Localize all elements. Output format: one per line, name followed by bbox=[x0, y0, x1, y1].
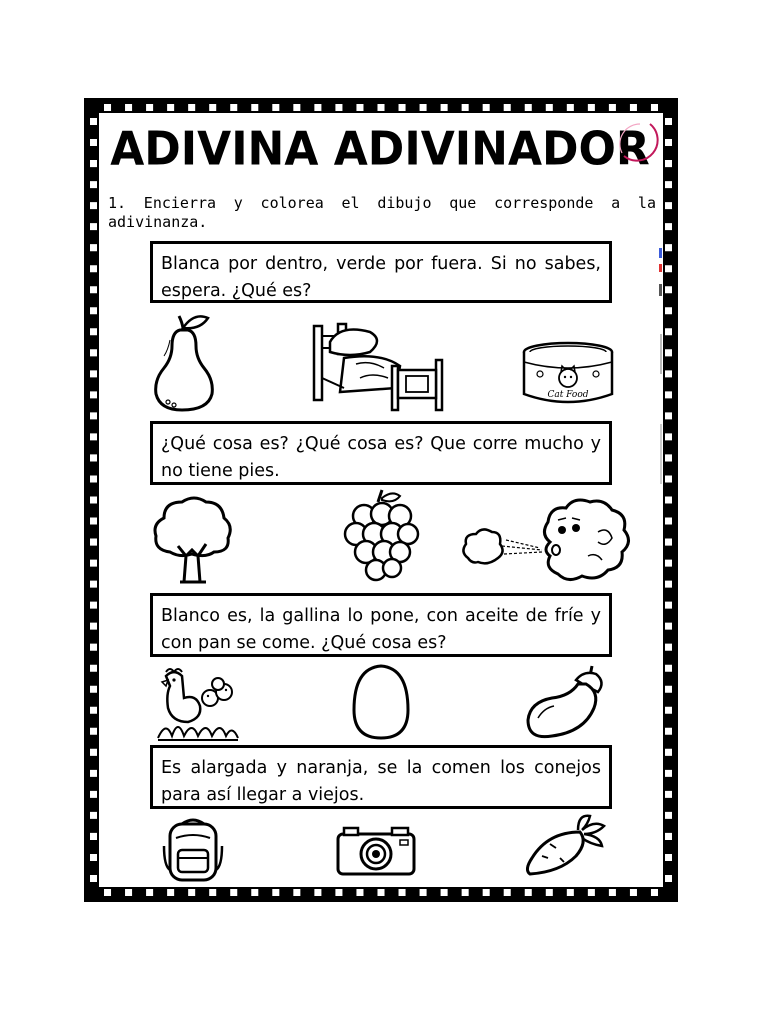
eggplant-drawing[interactable] bbox=[522, 662, 608, 742]
backpack-drawing[interactable] bbox=[162, 816, 224, 882]
page-edge-marks bbox=[656, 244, 666, 504]
tree-drawing[interactable] bbox=[150, 494, 234, 584]
can-label: Cat Food bbox=[547, 390, 589, 400]
cat-food-can-drawing[interactable] bbox=[520, 340, 616, 406]
riddle-box-2: ¿Qué cosa es? ¿Qué cosa es? Que corre mucho y no tiene pies. bbox=[150, 421, 612, 485]
blowing-wind-cloud-drawing[interactable] bbox=[458, 496, 634, 584]
riddle-box-4: Es alargada y naranja, se la comen los conejos para así llegar a viejos. bbox=[150, 745, 612, 809]
bed-drawing[interactable] bbox=[300, 318, 450, 412]
camera-drawing[interactable] bbox=[334, 824, 418, 878]
riddle-box-1: Blanca por dentro, verde por fuera. Si no sabes, espera. ¿Qué es? bbox=[150, 241, 612, 303]
egg-drawing[interactable] bbox=[350, 662, 412, 742]
carrot-drawing[interactable] bbox=[520, 812, 608, 878]
grapes-drawing[interactable] bbox=[342, 488, 422, 584]
pear-drawing[interactable] bbox=[150, 310, 220, 414]
decorative-circle-icon bbox=[616, 120, 664, 166]
worksheet-title: ADIVINA ADIVINADOR bbox=[110, 122, 650, 177]
instruction-text: 1. Encierra y colorea el dibujo que corresponde a la adivinanza. bbox=[108, 194, 656, 231]
riddle-box-3: Blanco es, la gallina lo pone, con aceite de fríe y con pan se come. ¿Qué cosa es? bbox=[150, 593, 612, 657]
hen-with-chicks-drawing[interactable] bbox=[156, 664, 240, 744]
